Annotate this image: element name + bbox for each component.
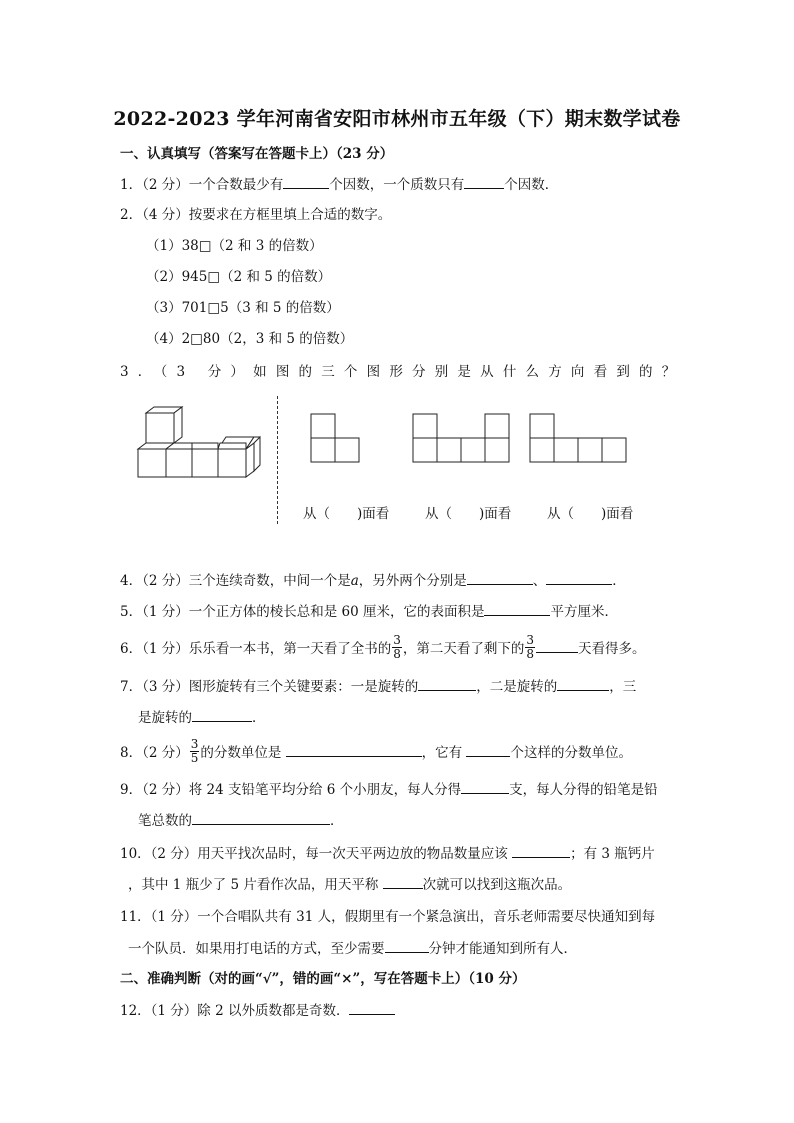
question-6: 6．（1 分）乐乐看一本书，第一天看了全书的 $\frac{3}{8}$ ，第二天看了剩下的 $\frac{3}{8}$ 天看得多。 <box>120 633 646 661</box>
question-1: 1．（2 分）一个合数最少有 个因数，一个质数只有 个因数． <box>120 174 558 195</box>
view-figure-2 <box>412 413 512 465</box>
answer-blank[interactable] <box>283 174 329 189</box>
question-2-item-3: （3）701□5（3 和 5 的倍数） <box>146 300 340 316</box>
cube-figure <box>136 405 266 480</box>
answer-blank[interactable] <box>461 779 509 794</box>
answer-blank[interactable] <box>192 707 252 722</box>
answer-blank[interactable] <box>557 676 609 691</box>
answer-blank[interactable] <box>286 742 422 757</box>
question-2-item-2: （2）945□（2 和 5 的倍数） <box>146 269 332 285</box>
answer-blank[interactable] <box>464 174 504 189</box>
answer-blank[interactable] <box>383 874 423 889</box>
view-label-3: 从（ )面看 <box>547 506 634 522</box>
page-title: 2022-2023 学年河南省安阳市林州市五年级（下）期末数学试卷 <box>113 108 681 130</box>
answer-blank[interactable] <box>536 638 578 653</box>
view-label-2: 从（ )面看 <box>425 506 512 522</box>
answer-blank[interactable] <box>192 810 330 825</box>
question-10: 10．（2 分）用天平找次品时，每一次天平两边放的物品数量应该 ；有 3 瓶钙片 <box>120 843 655 864</box>
question-8: 8．（2 分） $\frac{3}{5}$ 的分数单位是 ，它有 个这样的分数单位。 <box>120 737 632 765</box>
question-10-continued: ，其中 1 瓶少了 5 片看作次品，用天平称 次就可以找到这瓶次品。 <box>128 874 571 895</box>
answer-blank[interactable] <box>385 938 429 953</box>
answer-blank[interactable] <box>418 676 476 691</box>
question-12: 12．（1 分）除 2 以外质数都是奇数． <box>120 1000 395 1021</box>
question-2-item-1: （1）38□（2 和 3 的倍数） <box>146 238 323 254</box>
question-5: 5．（1 分）一个正方体的棱长总和是 60 厘米，它的表面积是 平方厘米． <box>120 601 618 622</box>
fraction-3-5: $\frac{3}{5}$ <box>190 737 199 765</box>
divider-dashed <box>277 396 278 524</box>
section-1-heading: 一、认真填写（答案写在答题卡上）（23 分） <box>120 146 394 162</box>
question-11: 11．（1 分）一个合唱队共有 31 人，假期里有一个紧急演出，音乐老师需要尽快通知到每 <box>120 909 656 925</box>
question-4: 4．（2 分）三个连续奇数，中间一个是a，另外两个分别是 、 ． <box>120 570 626 591</box>
question-3: 3．（3 分）如图的三个图形分别是从什么方向看到的？ <box>120 364 685 380</box>
answer-blank[interactable] <box>546 570 612 585</box>
answer-blank[interactable] <box>467 570 533 585</box>
question-11-continued: 一个队员．如果用打电话的方式，至少需要 分钟才能通知到所有人． <box>128 938 577 959</box>
view-label-1: 从（ )面看 <box>303 506 390 522</box>
answer-blank[interactable] <box>349 1000 395 1015</box>
question-7-continued: 是旋转的 ． <box>138 707 266 728</box>
view-figure-3 <box>529 413 629 465</box>
question-2-item-4: （4）2□80（2，3 和 5 的倍数） <box>146 331 354 347</box>
fraction-3-8: $\frac{3}{8}$ <box>393 633 401 661</box>
answer-blank[interactable] <box>512 843 570 858</box>
section-2-heading: 二、准确判断（对的画“√”，错的画“×”，写在答题卡上）（10 分） <box>120 971 526 987</box>
question-7: 7．（3 分）图形旋转有三个关键要素：一是旋转的 ，二是旋转的 ，三 <box>120 676 636 697</box>
answer-blank[interactable] <box>466 742 510 757</box>
fraction-3-8: $\frac{3}{8}$ <box>526 633 535 661</box>
question-9-continued: 笔总数的 ． <box>138 810 344 831</box>
answer-blank[interactable] <box>484 601 550 616</box>
question-9: 9．（2 分）将 24 支铅笔平均分给 6 个小朋友，每人分得 支，每人分得的铅笔是铅 <box>120 779 658 800</box>
view-figure-1 <box>310 413 362 465</box>
question-2: 2．（4 分）按要求在方框里填上合适的数字。 <box>120 207 392 223</box>
